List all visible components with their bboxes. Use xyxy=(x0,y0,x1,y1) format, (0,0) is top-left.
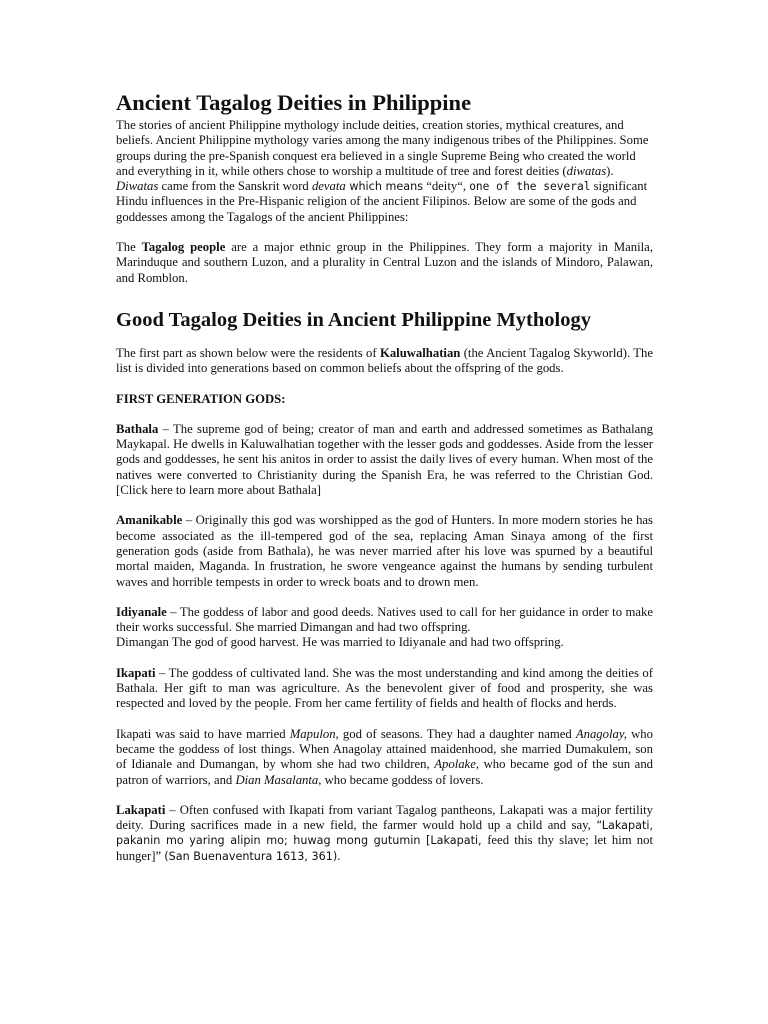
intro-italic-diwatas: Diwatas xyxy=(116,179,159,194)
intro-text: came from the Sanskrit word xyxy=(158,179,312,194)
deity-description: – The goddess of labor and good deeds. Natives used to call for her guidance in order to make their works successful. She married Dimangan and had two offspring. xyxy=(116,604,653,635)
intro-text: The stories of ancient Philippine mythology include deities, creation stories, mythical creatures, and beliefs. Ancient Philippine mythology varies among the many indigenous tribes of the Philippines. Some groups during the pre-Spanish conquest era believed in a single Supreme Being who created the world and everything in it, while others chose to worship a multitude of tree and forest deities ( xyxy=(116,118,649,178)
section-title: Good Tagalog Deities in Ancient Philippine Mythology xyxy=(116,308,591,331)
deity-name: Ikapati xyxy=(116,665,156,680)
paragraph-text: who became goddess of lovers. xyxy=(321,772,484,787)
deity-entry-lakapati xyxy=(116,803,653,864)
lakapati-quote: feed xyxy=(487,833,510,848)
deity-name: Amanikable xyxy=(116,513,183,528)
paragraph-text: . xyxy=(337,848,341,863)
deity-italic-name: Anagolay, xyxy=(575,726,627,741)
deity-description: – Often confused with Ikapati from variant Tagalog pantheons, Lakapati was a major fertility deity. During sacrifices made in a new field, the farmer would hold up a child and say, xyxy=(116,802,653,833)
deity-description: – Originally this god was worshipped as the god of Hunters. In more modern stories he has become associated as the ill-tempered god of the sea, replacing Aman Sinaya among of the first generation gods (aside from Bathala), he was never married after his love was spurned by a beautiful mortal maiden, Maganda. In frustration, he swore vengeance against the humans by sending turbulent waves and horrible tempests in order to wreck boats and to drown men. xyxy=(116,513,653,589)
paragraph-text: are a major ethnic group in the Philippines. They form a majority in Manila, Marinduque and southern Luzon, and a plurality in Central Luzon and the islands of Mindoro, Palawan, and Romblon. xyxy=(116,240,653,285)
paragraph-text: (the Ancient Tagalog Skyworld). The list is divided into generations based on common beliefs about the offspring of the gods. xyxy=(116,345,653,376)
deity-entry-idiyanale xyxy=(116,605,653,651)
tagalog-people-paragraph xyxy=(116,240,653,286)
deity-description: – The supreme god of being; creator of man and earth and addressed sometimes as Bathalang Maykapal. He dwells in Kaluwalhatian together with the lesser gods and goddesses. Aside from the lesser gods and goddesses, he sent his anitos in order to assist the daily lives of every human. When most of the natives were converted to Christianity during the Spanish Era, he was referred to the Christian God. [Click here to learn more about Bathala] xyxy=(116,421,653,498)
lakapati-quote: “Lakapati, pakanin mo yaring alipin mo; huwag mong gutumin [Lakapati, xyxy=(116,819,653,848)
paragraph-text: Ikapati was said to have married xyxy=(116,726,290,741)
intro-text: which means xyxy=(345,180,424,194)
ikapati-marriage-paragraph xyxy=(116,727,653,788)
intro-text: one of the several xyxy=(469,180,591,194)
tagalog-people-term: Tagalog people xyxy=(141,240,226,255)
intro-text: ). xyxy=(606,163,614,178)
deity-name: Bathala xyxy=(116,421,159,436)
deity-description: Dimangan The god of good harvest. He was married to Idiyanale and had two offspring. xyxy=(116,635,564,650)
section-intro-paragraph xyxy=(116,346,653,377)
intro-italic-diwatas: diwatas xyxy=(566,163,607,178)
paragraph-text: The first part as shown below were the residents of xyxy=(116,345,380,360)
paragraph-text: who became god of the sun and patron of warriors, and xyxy=(116,757,654,787)
deity-italic-name: Dian Masalanta, xyxy=(235,772,322,787)
generation-heading: FIRST GENERATION GODS: xyxy=(116,391,286,406)
page-title: Ancient Tagalog Deities in Philippine xyxy=(116,90,472,115)
deity-entry-ikapati xyxy=(116,666,653,712)
citation: (San Buenaventura 1613, 361) xyxy=(164,849,338,863)
deity-name: Lakapati xyxy=(116,802,166,817)
lakapati-quote: this thy slave; let him not hunger]” xyxy=(116,833,653,863)
paragraph-text: god of seasons. They had a daughter named xyxy=(338,726,576,741)
paragraph-text: The xyxy=(116,240,142,255)
deity-italic-name: Apolake, xyxy=(434,757,479,772)
deity-entry-amanikable xyxy=(116,513,653,589)
deity-entry-bathala xyxy=(116,422,653,498)
intro-italic-devata: devata xyxy=(311,179,346,194)
intro-text: significant Hindu influences in the Pre-Hispanic religion of the ancient Filipinos. Below are some of the gods and goddesses among the Tagalogs of the ancient Philippines: xyxy=(116,179,648,224)
paragraph-text: who became the goddess of lost things. When Anagolay attained maidenhood, she married Dumakulem, son of Idianale and Dumangan, by whom she had two children, xyxy=(116,726,653,772)
kaluwalhatian-term: Kaluwalhatian xyxy=(379,345,461,360)
deity-description: – The goddess of cultivated land. She was the most understanding and kind among the deities of Bathala. Her gift to man was agriculture. As the benevolent giver of food and prosperity, she was respected and loved by the people. From her came fertility of fields and health of flocks and herds. xyxy=(116,665,653,711)
intro-paragraph xyxy=(116,118,653,225)
deity-italic-name: Mapulon, xyxy=(289,726,339,741)
intro-text: “deity“, xyxy=(423,179,470,194)
document-body xyxy=(116,88,653,864)
deity-name: Idiyanale xyxy=(116,604,167,619)
